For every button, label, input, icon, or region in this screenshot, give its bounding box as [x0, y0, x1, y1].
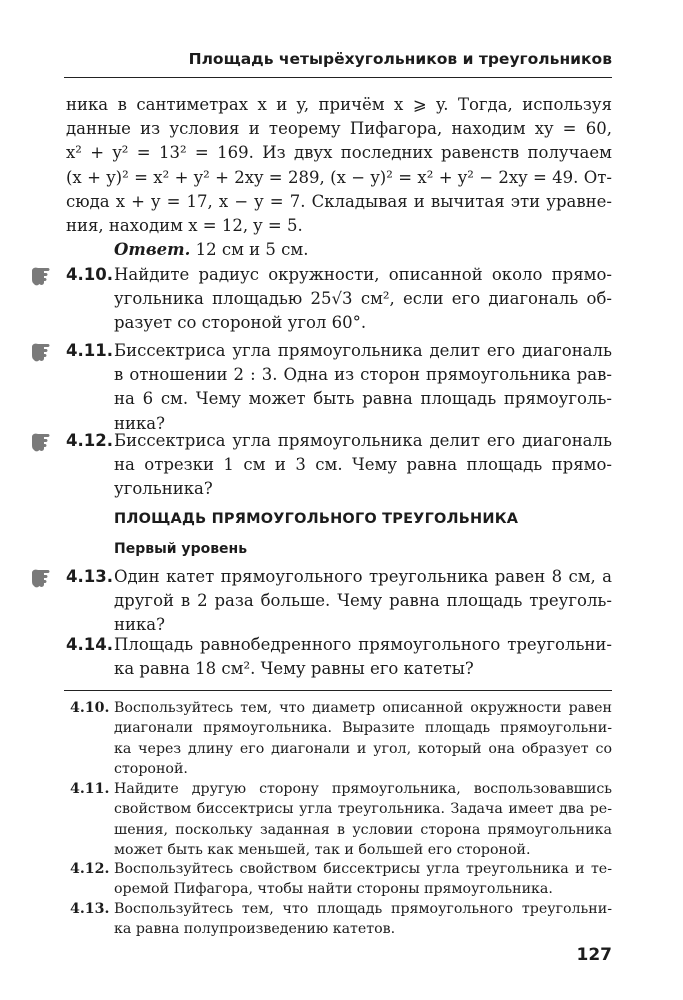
- hint-number: 4.10.: [70, 700, 110, 716]
- hint-4-12: [64, 859, 612, 900]
- pointing-hand-icon: [30, 431, 56, 453]
- text-line: шения, поскольку заданная в условии сторона прямоугольника: [114, 821, 612, 838]
- text-line: x² + y² = 13² = 169. Из двух последних равенств получаем: [66, 143, 612, 163]
- page-number: 127: [576, 945, 612, 965]
- hint-4-13: [64, 899, 612, 940]
- problem-number: 4.13.: [66, 567, 113, 586]
- text-line: Воспользуйтесь тем, что диаметр описанной окружности равен: [114, 700, 612, 716]
- text-line: свойством биссектрисы угла треугольника. Задача имеет два ре-: [114, 801, 612, 818]
- text-line: Воспользуйтесь свойством биссектрисы угла треугольника и те-: [114, 861, 612, 877]
- hint-4-11: [64, 779, 612, 860]
- section-title: ПЛОЩАДЬ ПРЯМОУГОЛЬНОГО ТРЕУГОЛЬНИКА: [114, 511, 519, 527]
- problem-4-10: [30, 263, 612, 336]
- text-line: Один катет прямоугольного треугольника равен 8 см, а: [114, 567, 612, 586]
- text-line: данные из условия и теорему Пифагора, находим xy = 60,: [66, 119, 612, 139]
- problem-number: 4.14.: [66, 635, 113, 654]
- text-line: ния, находим x = 12, y = 5.: [66, 216, 303, 236]
- hint-4-10: [64, 698, 612, 779]
- text-line: Площадь равнобедренного прямоугольного треугольни-: [114, 635, 612, 654]
- problem-4-11: [30, 339, 612, 436]
- text-line: на отрезки 1 см и 3 см. Чему равна площадь прямо-: [114, 455, 612, 475]
- answer-label: Ответ.: [114, 240, 191, 260]
- text-line: может быть как меньшей, так и большей его стороной.: [114, 841, 531, 858]
- text-line: в отношении 2 : 3. Одна из сторон прямоугольника рав-: [114, 365, 612, 385]
- text-line: угольника?: [114, 479, 213, 499]
- hint-number: 4.13.: [70, 901, 110, 917]
- text-line: стороной.: [114, 760, 188, 777]
- problem-number: 4.12.: [66, 431, 113, 450]
- hints-divider: [64, 690, 612, 691]
- problem-4-14: [30, 633, 612, 681]
- text-line: ника?: [114, 615, 165, 635]
- running-header: Площадь четырёхугольников и треугольников: [188, 50, 612, 68]
- text-line: угольника площадью 25√3 см², если его диагональ об-: [114, 289, 612, 309]
- problem-4-13: [30, 565, 612, 638]
- problem-number: 4.10.: [66, 265, 113, 284]
- text-line: (x + y)² = x² + y² + 2xy = 289, (x − y)² = x² + y² − 2xy = 49. От-: [66, 167, 612, 187]
- header-rule: [64, 77, 612, 78]
- text-line: оремой Пифагора, чтобы найти стороны прямоугольника.: [114, 881, 553, 898]
- solution-text: [66, 93, 612, 262]
- text-line: Биссектриса угла прямоугольника делит его диагональ: [114, 431, 612, 450]
- text-line: диагонали прямоугольника. Выразите площадь прямоугольни-: [114, 720, 612, 737]
- text-line: Найдите другую сторону прямоугольника, воспользовавшись: [114, 781, 612, 797]
- pointing-hand-icon: [30, 567, 56, 589]
- answer-text: 12 см и 5 см.: [190, 240, 309, 260]
- text-line: ника?: [114, 413, 165, 433]
- text-line: ка равна полупроизведению катетов.: [114, 921, 396, 938]
- answer-line: [66, 238, 612, 262]
- text-line: ника в сантиметрах x и y, причём x ⩾ y. Тогда, используя: [66, 95, 612, 114]
- text-line: ка равна 18 см². Чему равны его катеты?: [114, 659, 474, 679]
- problem-number: 4.11.: [66, 341, 113, 360]
- level-title: Первый уровень: [114, 541, 248, 557]
- text-line: Найдите радиус окружности, описанной около прямо-: [114, 265, 612, 284]
- pointing-hand-icon: [30, 341, 56, 363]
- problem-4-12: [30, 429, 612, 502]
- text-line: Биссектриса угла прямоугольника делит его диагональ: [114, 341, 612, 360]
- text-line: другой в 2 раза больше. Чему равна площадь треуголь-: [114, 591, 612, 611]
- hint-number: 4.11.: [70, 781, 110, 797]
- pointing-hand-icon: [30, 265, 56, 287]
- text-line: на 6 см. Чему может быть равна площадь прямоуголь-: [114, 389, 612, 409]
- text-line: разует со стороной угол 60°.: [114, 313, 367, 333]
- text-line: ка через длину его диагонали и угол, который она образует со: [114, 740, 612, 757]
- hint-number: 4.12.: [70, 861, 110, 877]
- text-line: сюда x + y = 17, x − y = 7. Складывая и вычитая эти уравне-: [66, 191, 612, 211]
- text-line: Воспользуйтесь тем, что площадь прямоугольного треугольни-: [114, 901, 612, 917]
